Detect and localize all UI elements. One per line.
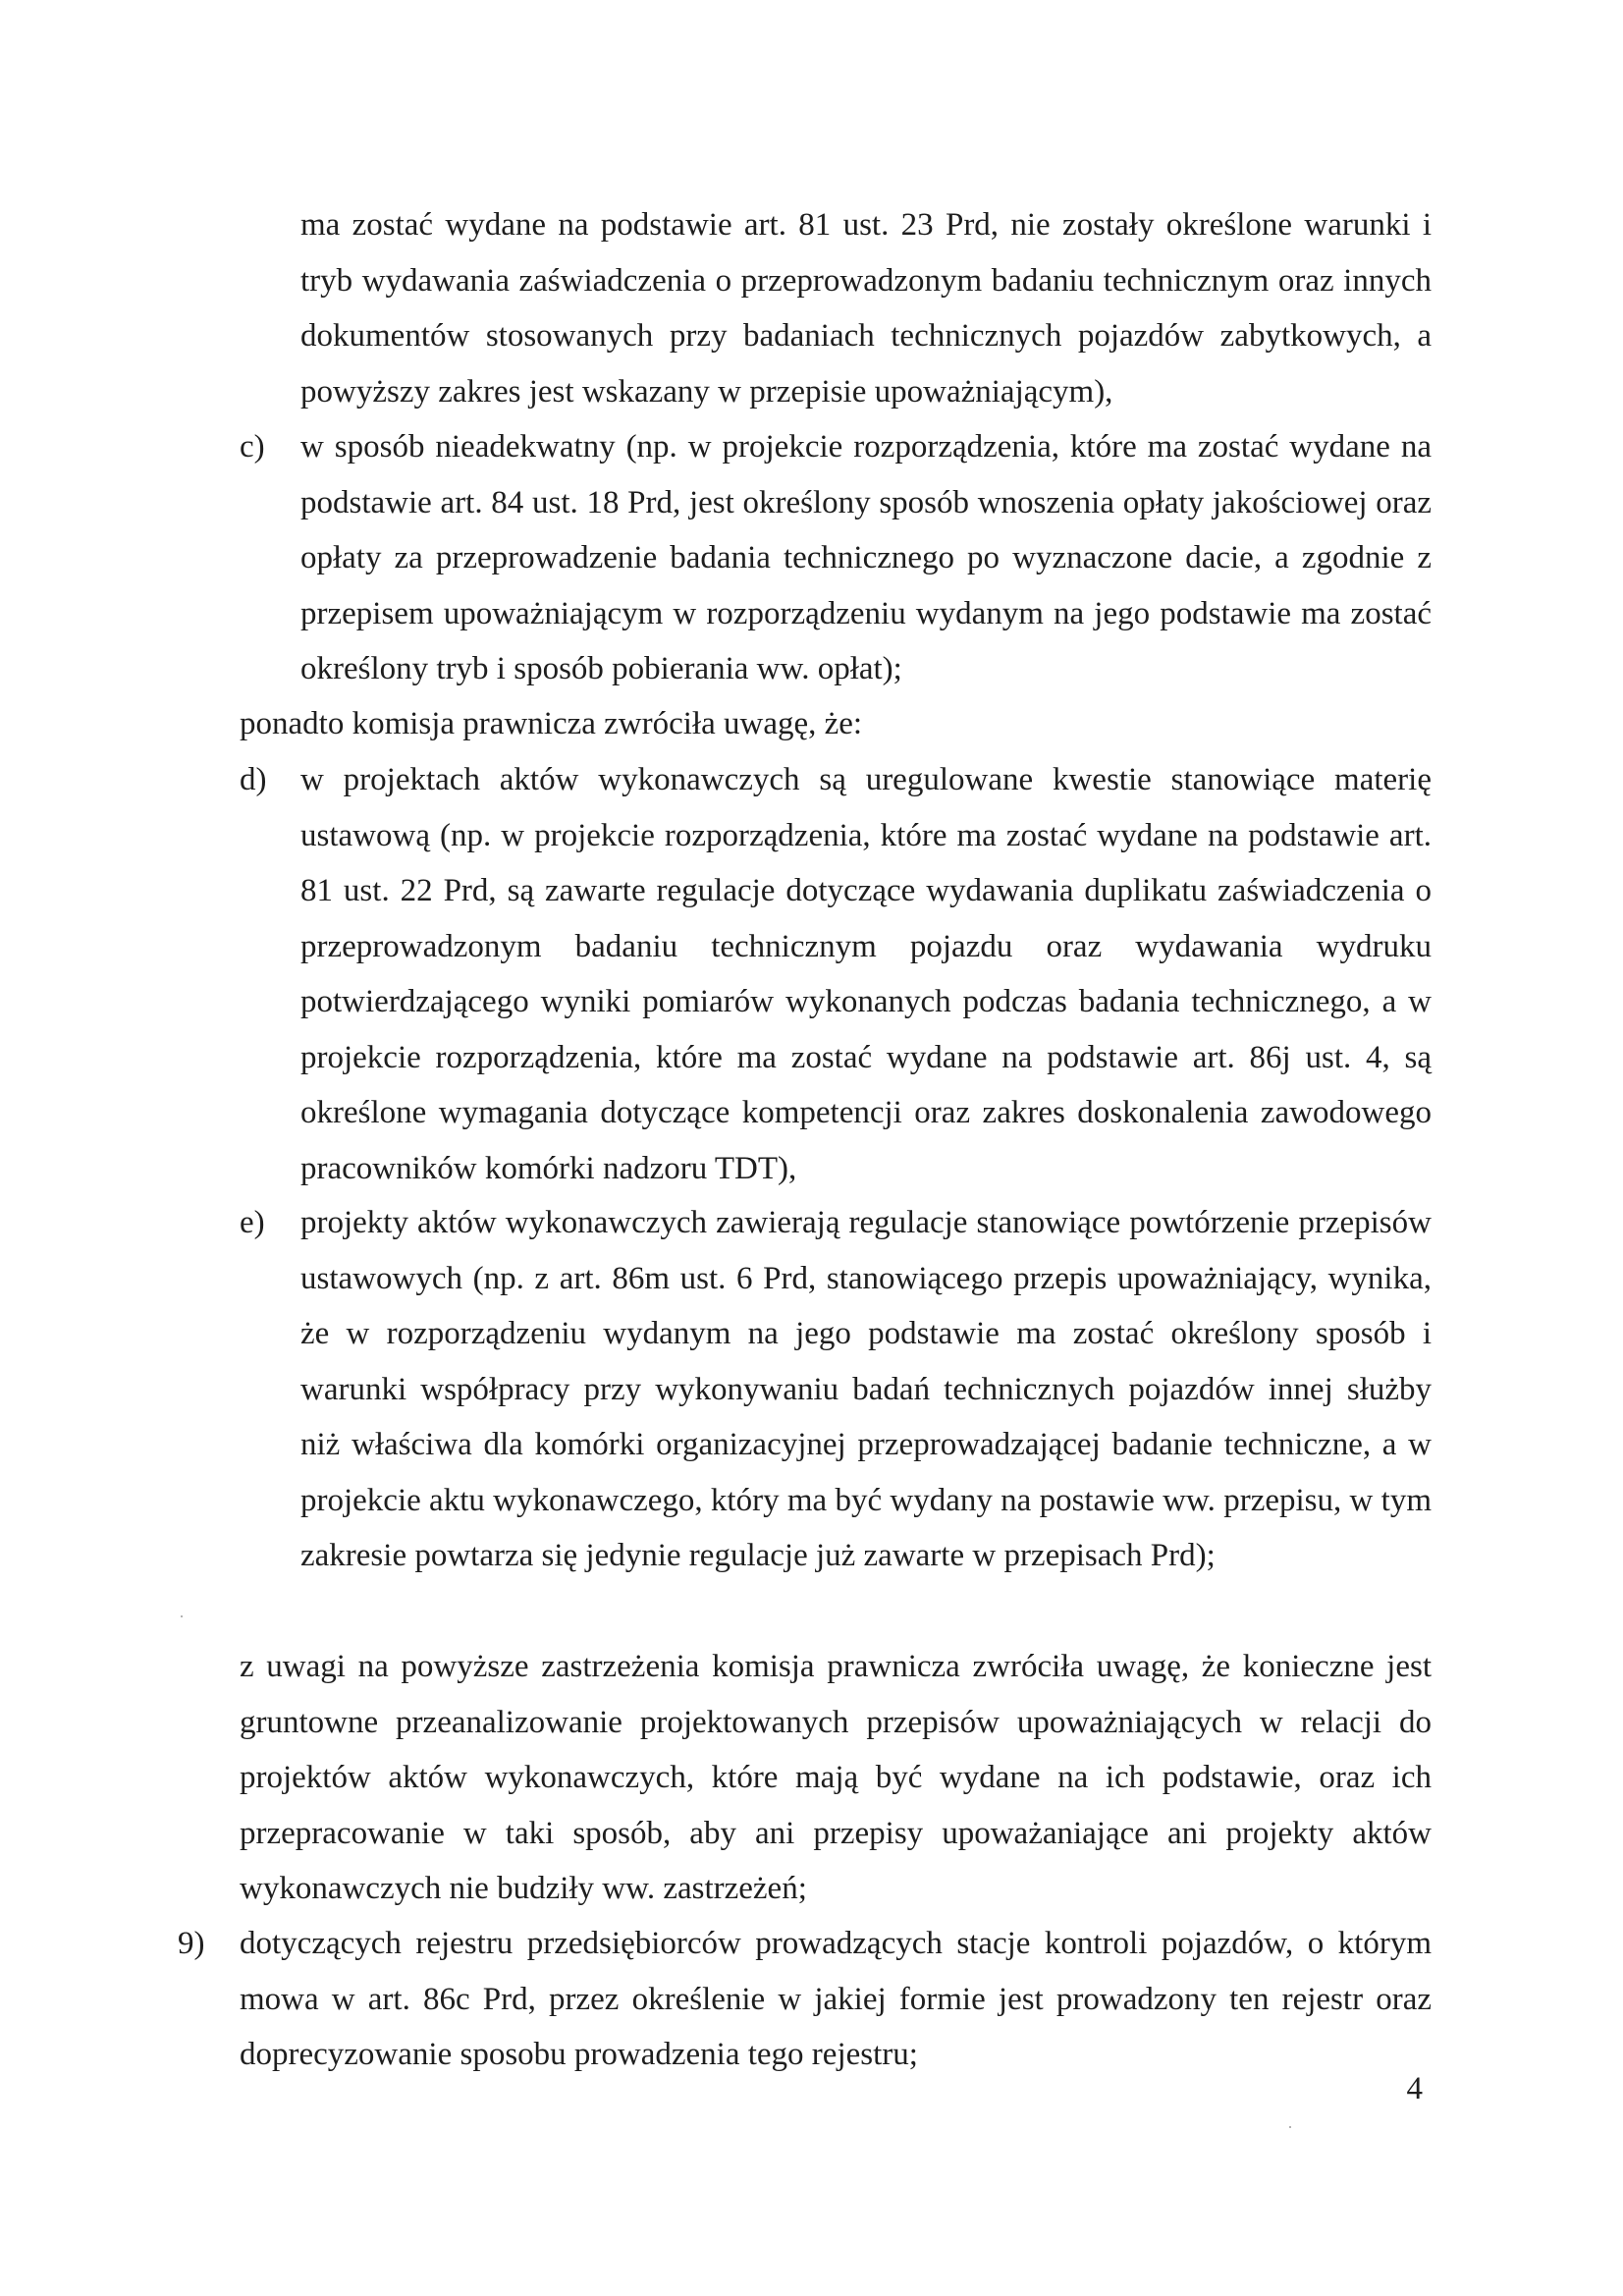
continuation-paragraph: ma zostać wydane na podstawie art. 81 ust. 23 Prd, nie zostały określone warunki i tryb wydawania zaświadczenia o przeprowadzonym badaniu technicznym oraz innych dokumentów stosowanych przy badaniach technicznych pojazdów zabytkowych, a powyższy zakres jest wskazany w przepisie upoważniającym), (300, 207, 1432, 410)
conclusion-paragraph: z uwagi na powyższe zastrzeżenia komisja prawnicza zwróciła uwagę, że konieczne jest gruntowne przeanalizowanie projektowanych przepisów upoważniających w relacji do projektów aktów wykonawczych, które mają być wydane na ich podstawie, oraz ich przepracowanie w taki sposób, aby ani przepisy upoważaniające ani projekty aktów wykonawczych nie budziły ww. zastrzeżeń; (240, 1649, 1432, 1906)
item-d-text: w projektach aktów wykonawczych są uregulowane kwestie stanowiące materię ustawową (np. w projekcie rozporządzenia, które ma zostać wydane na podstawie art. 81 ust. 22 Prd, są zawarte regulacje dotyczące wydawania duplikatu zaświadczenia o przeprowadzonym badaniu technicznym pojazdu oraz wydawania wydruku potwierdzającego wyniki pomiarów wykonanych podczas badania technicznego, a w projekcie rozporządzenia, które ma zostać wydane na podstawie art. 86j ust. 4, są określone wymagania dotyczące kompetencji oraz zakres doskonalenia zawodowego pracowników komórki nadzoru TDT), (300, 762, 1432, 1186)
item-e-marker: e) (240, 1205, 265, 1240)
further-intro: ponadto komisja prawnicza zwróciła uwagę, że: (240, 706, 863, 741)
scan-speck (1289, 2126, 1291, 2128)
item-9-marker: 9) (178, 1926, 205, 1961)
scan-speck (181, 1615, 183, 1617)
item-d-marker: d) (240, 762, 267, 797)
page-number: 4 (1406, 2071, 1423, 2106)
item-9-text: dotyczących rejestru przedsiębiorców prowadzących stacje kontroli pojazdów, o którym mowa w art. 86c Prd, przez określenie w jakiej formie jest prowadzony ten rejestr oraz doprecyzowanie sposobu prowadzenia tego rejestru; (240, 1926, 1432, 2072)
item-e-text: projekty aktów wykonawczych zawierają regulacje stanowiące powtórzenie przepisów ustawowych (np. z art. 86m ust. 6 Prd, stanowiącego przepis upoważniający, wynika, że w rozporządzeniu wydanym na jego podstawie ma zostać określony sposób i warunki współpracy przy wykonywaniu badań technicznych pojazdów innej służby niż właściwa dla komórki organizacyjnej przeprowadzającej badanie techniczne, a w projekcie aktu wykonawczego, który ma być wydany na postawie ww. przepisu, w tym zakresie powtarza się jedynie regulacje już zawarte w przepisach Prd); (300, 1205, 1432, 1573)
item-c-text: w sposób nieadekwatny (np. w projekcie rozporządzenia, które ma zostać wydane na podstawie art. 84 ust. 18 Prd, jest określony sposób wnoszenia opłaty jakościowej oraz opłaty za przeprowadzenie badania technicznego po wyznaczone dacie, a zgodnie z przepisem upoważniającym w rozporządzeniu wydanym na jego podstawie ma zostać określony tryb i sposób pobierania ww. opłat); (300, 429, 1432, 686)
item-c-marker: c) (240, 429, 265, 465)
